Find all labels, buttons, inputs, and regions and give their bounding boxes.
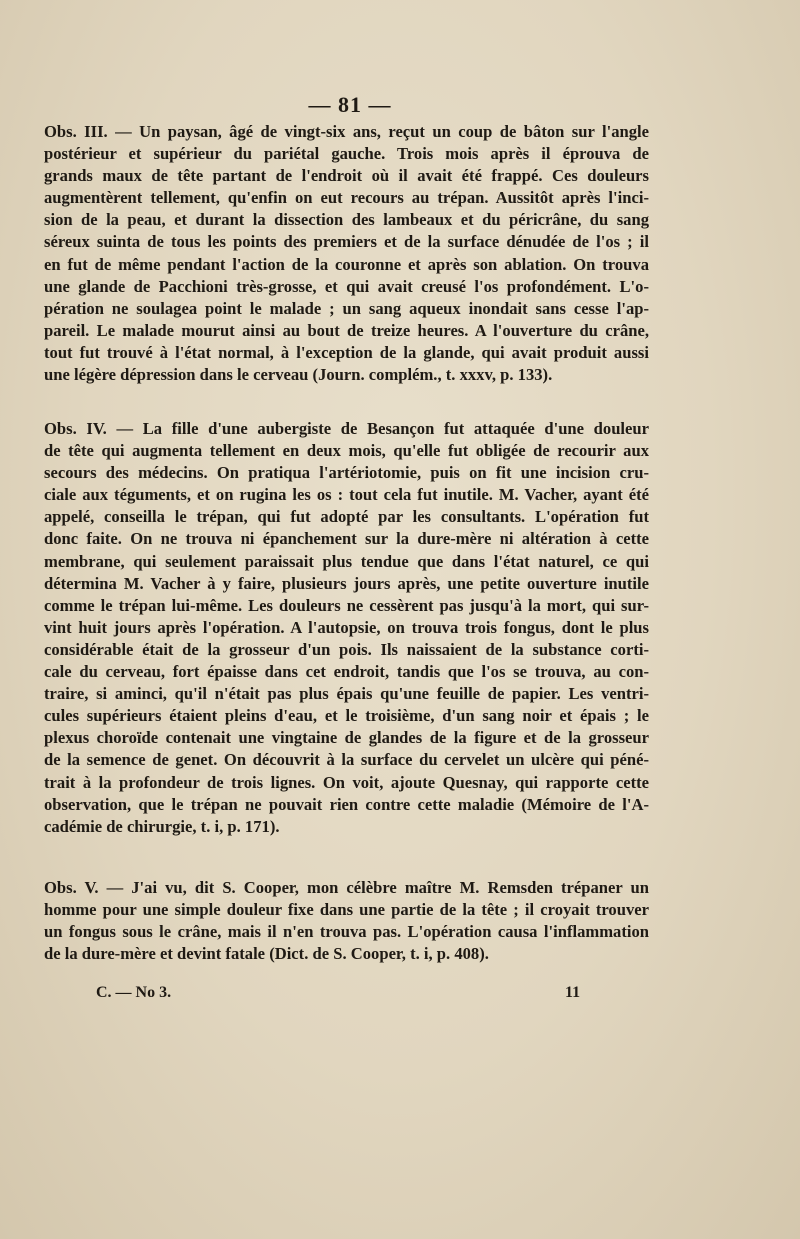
text-line: séreux suinta de tous les points des premiers et de la surface dénudée de l'os ; il xyxy=(44,232,649,252)
text-line: cules supérieurs étaient pleins d'eau, et le troisième, d'un sang noir et épais ; le xyxy=(44,706,649,726)
text-line: de tête qui augmenta tellement en deux mois, qu'elle fut obligée de recourir aux xyxy=(44,441,649,461)
text-line: cale du cerveau, fort épaisse dans cet endroit, tandis que l'os se trouva, au con- xyxy=(44,662,649,682)
text-line: cadémie de chirurgie, t. i, p. 171). xyxy=(44,816,280,836)
page-number: — 81 — xyxy=(308,92,392,117)
sheet-number: 11 xyxy=(565,984,581,1001)
signature-mark: C. — No 3. xyxy=(96,984,172,1001)
text-line: détermina M. Vacher à y faire, plusieurs jours après, une petite ouverture inutile xyxy=(44,573,649,593)
paragraph-obs-4 xyxy=(44,418,649,838)
text-line: une glande de Pacchioni très-grosse, et qui avait creusé l'os profondément. L'o- xyxy=(44,276,649,296)
text-line: postérieur et supérieur du pariétal gauche. Trois mois après il éprouva de xyxy=(44,144,649,164)
text-line: donc faite. On ne trouva ni épanchement sur la dure-mère ni altération à cette xyxy=(44,529,649,549)
text-line: de la dure-mère et devint fatale (Dict. de S. Cooper, t. i, p. 408). xyxy=(44,944,489,964)
text-line: membrane, qui seulement paraissait plus tendue que dans l'état naturel, ce qui xyxy=(44,551,649,571)
text-line: vint huit jours après l'opération. A l'autopsie, on trouva trois fongus, dont le plus xyxy=(44,617,649,637)
text-line: Obs. IV. — La fille d'une aubergiste de Besançon fut attaquée d'une douleur xyxy=(44,419,649,438)
text-line: grands maux de tête partant de l'endroit où il avait été frappé. Ces douleurs xyxy=(44,166,649,186)
text-line: pération ne soulagea point le malade ; un sang aqueux inondait sans cesse l'ap- xyxy=(44,298,649,318)
text-line: de la semence de genet. On découvrit à la surface du cervelet un ulcère qui péné- xyxy=(44,750,649,770)
text-line: Obs. V. — J'ai vu, dit S. Cooper, mon célèbre maître M. Remsden trépaner un xyxy=(44,878,649,897)
text-line: une légère dépression dans le cerveau (Journ. complém., t. xxxv, p. 133). xyxy=(44,365,553,385)
text-line: augmentèrent tellement, qu'enfin on eut recours au trépan. Aussitôt après l'inci- xyxy=(44,188,649,208)
text-line: pareil. Le malade mourut ainsi au bout de treize heures. A l'ouverture du crâne, xyxy=(44,320,649,340)
text-line: considérable était de la grosseur d'un pois. Ils naissaient de la substance corti- xyxy=(44,639,649,659)
text-line: ciale aux téguments, et on rugina les os : tout cela fut inutile. M. Vacher, ayant été xyxy=(44,485,649,505)
paragraph-obs-3 xyxy=(44,121,649,386)
text-line: tout fut trouvé à l'état normal, à l'exception de la glande, qui avait produit aussi xyxy=(44,342,649,362)
text-line: traire, si aminci, qu'il n'était pas plus épais qu'une feuille de papier. Les ventri- xyxy=(44,684,649,704)
text-line: sion de la peau, et durant la dissection des lambeaux et du péricrâne, du sang xyxy=(44,210,649,230)
text-line: un fongus sous le crâne, mais il n'en trouva pas. L'opération causa l'inflammation xyxy=(44,922,649,942)
paragraph-obs-5 xyxy=(44,877,649,965)
text-line: comme le trépan lui-même. Les douleurs ne cessèrent pas jusqu'à la mort, qui sur- xyxy=(44,595,649,615)
text-line: en fut de même pendant l'action de la couronne et après son ablation. On trouva xyxy=(44,254,649,274)
text-line: appelé, conseilla le trépan, qui fut adopté par les consultants. L'opération fut xyxy=(44,507,649,527)
text-line: homme pour une simple douleur fixe dans une partie de la tête ; il croyait trouver xyxy=(44,900,649,920)
text-line: observation, que le trépan ne pouvait rien contre cette maladie (Mémoire de l'A- xyxy=(44,794,649,814)
text-line: secours des médecins. On pratiqua l'artériotomie, puis on fit une incision cru- xyxy=(44,463,649,483)
text-line: Obs. III. — Un paysan, âgé de vingt-six ans, reçut un coup de bâton sur l'angle xyxy=(44,122,649,141)
text-line: plexus choroïde contenait une vingtaine de glandes de la figure et de la grosseur xyxy=(44,728,649,748)
text-line: trait à la profondeur de trois lignes. On voit, ajoute Quesnay, qui rapporte cette xyxy=(44,772,649,792)
